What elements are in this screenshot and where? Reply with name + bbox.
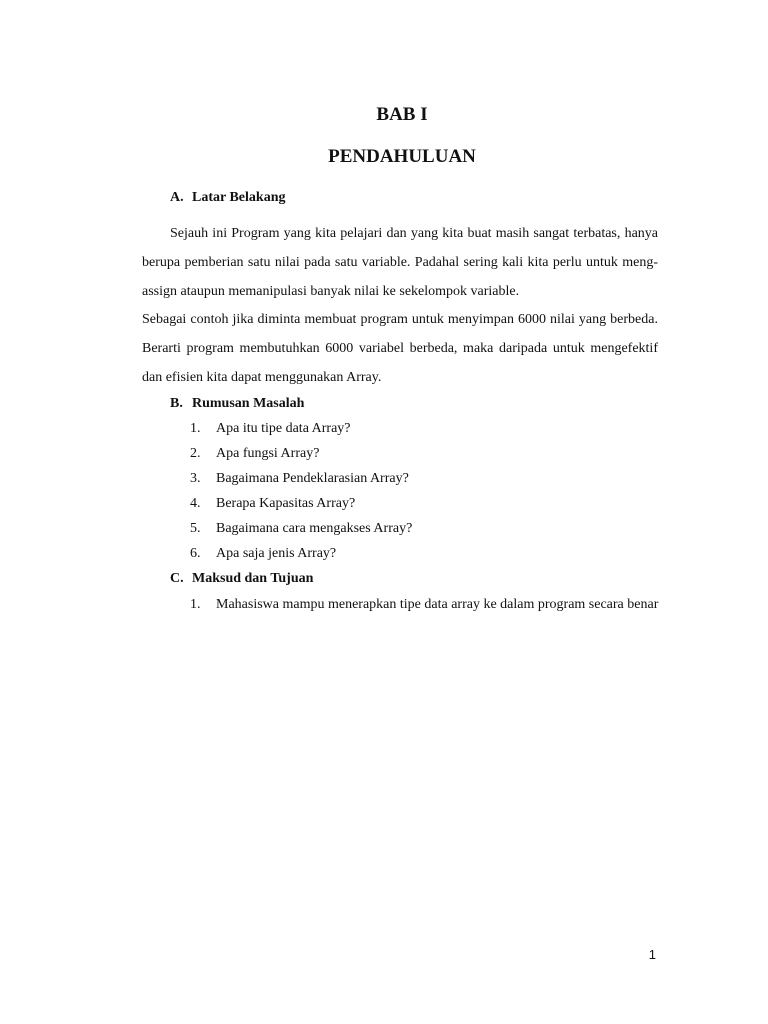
rumusan-list bbox=[190, 416, 660, 566]
list-number: 1. bbox=[190, 597, 201, 612]
section-heading-maksud-dan-tujuan bbox=[170, 571, 313, 587]
paragraph-latar-2: Sebagai contoh jika diminta membuat program untuk menyimpan 6000 nilai yang berbeda. Berarti program membutuhkan 6000 variabel berbeda, maka daripada untuk mengefektif dan efisien kita dapat menggunakan Array. bbox=[142, 312, 658, 385]
list-text: Apa fungsi Array? bbox=[216, 446, 320, 461]
list-text: Mahasiswa mampu menerapkan tipe data array ke dalam program secara benar bbox=[216, 597, 659, 612]
list-number: 5. bbox=[190, 521, 201, 536]
chapter-label: BAB I bbox=[376, 104, 428, 125]
list-text: Bagaimana Pendeklarasian Array? bbox=[216, 471, 409, 486]
section-title: Rumusan Masalah bbox=[192, 396, 305, 411]
list-item bbox=[190, 491, 660, 516]
list-item bbox=[190, 416, 660, 441]
section-heading-latar-belakang bbox=[170, 190, 285, 206]
list-number: 6. bbox=[190, 546, 201, 561]
list-item bbox=[190, 466, 660, 491]
section-letter: B. bbox=[170, 396, 183, 411]
list-item bbox=[190, 516, 660, 541]
list-item bbox=[190, 541, 660, 566]
list-number: 4. bbox=[190, 496, 201, 511]
chapter-title: PENDAHULUAN bbox=[328, 146, 476, 167]
list-item bbox=[190, 591, 660, 619]
page-number: 1 bbox=[648, 947, 656, 962]
list-number: 1. bbox=[190, 421, 201, 436]
list-number: 2. bbox=[190, 446, 201, 461]
list-item bbox=[190, 441, 660, 466]
tujuan-list bbox=[190, 591, 660, 619]
list-text: Apa itu tipe data Array? bbox=[216, 421, 351, 436]
section-letter: C. bbox=[170, 571, 184, 586]
list-text: Berapa Kapasitas Array? bbox=[216, 496, 356, 511]
section-heading-rumusan-masalah bbox=[170, 396, 304, 412]
list-number: 3. bbox=[190, 471, 201, 486]
list-text: Apa saja jenis Array? bbox=[216, 546, 337, 561]
section-title: Latar Belakang bbox=[192, 190, 286, 205]
list-text: Bagaimana cara mengakses Array? bbox=[216, 521, 413, 536]
section-title: Maksud dan Tujuan bbox=[192, 571, 314, 586]
paragraph-latar-1: Sejauh ini Program yang kita pelajari dan yang kita buat masih sangat terbatas, hanya berupa pemberian satu nilai pada satu variable. Padahal sering kali kita perlu untuk meng-assign ataupun memanipulasi banyak nilai ke sekelompok variable. bbox=[142, 226, 658, 299]
section-letter: A. bbox=[170, 190, 184, 205]
